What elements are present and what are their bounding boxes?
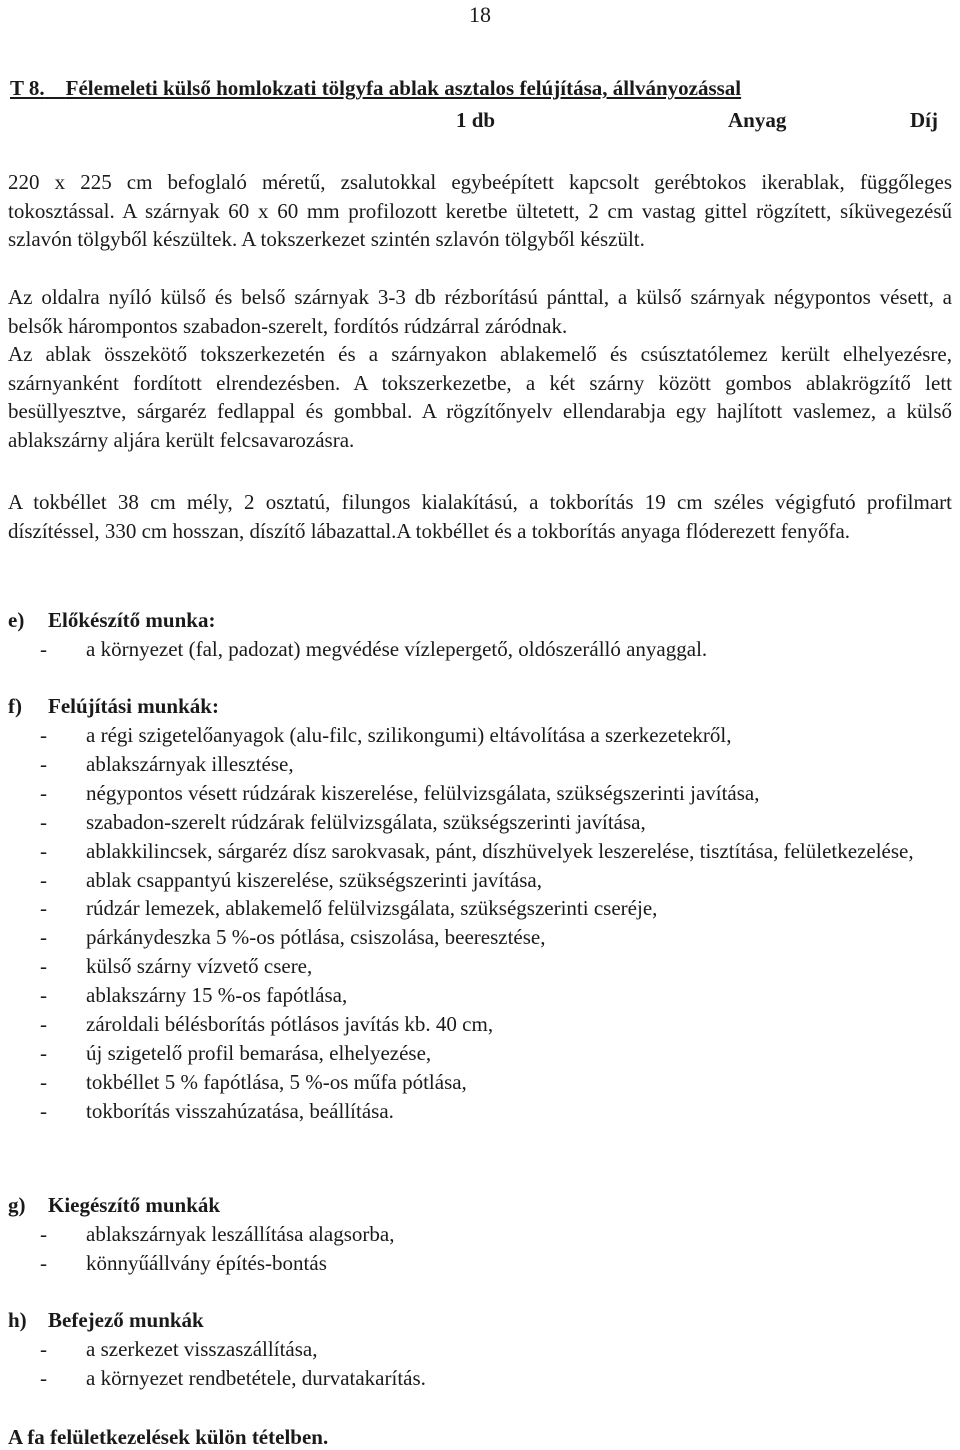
bullet-dash: -: [40, 1250, 47, 1275]
item-title-text: [10, 76, 741, 100]
closing-note: A fa felületkezelések külön tételben.: [8, 1425, 329, 1449]
section-list-e: [40, 635, 954, 664]
section-list-h: [40, 1335, 954, 1393]
item-meta-row: [0, 108, 960, 138]
section-heading-e: [8, 608, 215, 633]
bullet-dash: -: [40, 896, 47, 921]
bullet-dash: -: [40, 838, 47, 863]
list-item: - könnyűállvány építés-bontás: [40, 1249, 954, 1278]
list-item: - új szigetelő profil bemarása, elhelyezése,: [40, 1039, 954, 1068]
section-letter: e): [8, 608, 25, 632]
list-item: - ablakszárnyak illesztése,: [40, 750, 954, 779]
section-list-g: [40, 1220, 954, 1278]
list-item: - rúdzár lemezek, ablakemelő felülvizsgálata, szükségszerinti cseréje,: [40, 894, 954, 923]
section-title: Kiegészítő munkák: [48, 1193, 221, 1217]
section-letter: g): [8, 1193, 26, 1217]
list-item: - a régi szigetelőanyagok (alu-filc, szilikongumi) eltávolítása a szerkezetekről,: [40, 721, 954, 750]
list-item: - párkánydeszka 5 %-os pótlása, csiszolása, beeresztése,: [40, 923, 954, 952]
section-letter: f): [8, 694, 22, 718]
list-item: - szabadon-szerelt rúdzárak felülvizsgálata, szükségszerinti javítása,: [40, 808, 954, 837]
description-paragraph-1: 220 x 225 cm befoglaló méretű, zsalutokkal egybeépített kapcsolt gerébtokos ikerablak, függőleges tokosztással. A szárnyak 60 x 60 mm profilozott keretbe ültetett, 2 cm vastag gittel rögzített, síküvegezésű szlavón tölgyből készültek. A tokszerkezet szintén szlavón tölgyből készült.: [8, 170, 952, 252]
list-item: - ablakszárnyak leszállítása alagsorba,: [40, 1220, 954, 1249]
description-paragraph-3: Az ablak összekötő tokszerkezetén és a szárnyakon ablakemelő és csúsztatólemez került elhelyezésre, szárnyanként fordított elrendezésben. A tokszerkezetbe, a két szárny között gombos ablakrögzítő lett besüllyesztve, sárgaréz fedlappal és gombbal. A rögzítőnyelv ellendarabja egy hajlított vaslemez, a külső ablakszárny aljára került felcsavarozásra.: [8, 342, 952, 453]
bullet-dash: -: [40, 1098, 47, 1123]
bullet-dash: -: [40, 1337, 47, 1361]
list-item: - tokborítás visszahúzatása, beállítása.: [40, 1097, 954, 1126]
bullet-dash: -: [40, 809, 47, 834]
item-title: [10, 76, 890, 101]
description-paragraph-4: A tokbéllet 38 cm mély, 2 osztatú, filungos kialakítású, a tokborítás 19 cm széles végigfutó profilmart díszítéssel, 330 cm hosszan, díszítő lábazattal.A tokbéllet és a tokborítás anyaga flóderezett fenyőfa.: [8, 490, 952, 543]
fee-label: Díj: [910, 108, 938, 132]
bullet-dash: -: [40, 1040, 47, 1065]
section-letter: h): [8, 1308, 27, 1332]
list-item: - ablak csappantyú kiszerelése, szükségszerinti javítása,: [40, 866, 954, 895]
list-item: - ablakszárny 15 %-os fapótlása,: [40, 981, 954, 1010]
list-item: - a szerkezet visszaszállítása,: [40, 1335, 954, 1364]
bullet-dash: -: [40, 867, 47, 892]
bullet-dash: -: [40, 723, 47, 747]
bullet-dash: -: [40, 1365, 47, 1390]
quantity-label: 1 db: [456, 108, 496, 132]
list-item: - külső szárny vízvető csere,: [40, 952, 954, 981]
bullet-dash: -: [40, 751, 47, 776]
section-title: Előkészítő munka:: [48, 608, 216, 632]
material-label: Anyag: [728, 108, 787, 132]
bullet-dash: -: [40, 954, 47, 979]
bullet-dash: -: [40, 780, 47, 805]
bullet-dash: -: [40, 637, 47, 661]
bullet-dash: -: [40, 925, 47, 950]
list-item: - a környezet (fal, padozat) megvédése vízlepergető, oldószerálló anyaggal.: [40, 635, 954, 664]
section-heading-h: [8, 1308, 204, 1333]
section-title: Felújítási munkák:: [48, 694, 219, 718]
list-item: - négypontos vésett rúdzárak kiszerelése, felülvizsgálata, szükségszerinti javítása,: [40, 779, 954, 808]
section-list-f: [40, 721, 954, 1126]
bullet-dash: -: [40, 983, 47, 1008]
section-heading-f: [8, 694, 219, 719]
item-title-label: Félemeleti külső homlokzati tölgyfa ablak asztalos felújítása, állványozással: [65, 76, 742, 100]
item-code: T 8.: [10, 76, 45, 100]
list-item: - a környezet rendbetétele, durvatakarítás.: [40, 1364, 954, 1393]
bullet-dash: -: [40, 1222, 47, 1246]
section-heading-g: [8, 1193, 220, 1218]
bullet-dash: -: [40, 1012, 47, 1037]
page-number: 18: [469, 2, 491, 27]
bullet-dash: -: [40, 1069, 47, 1094]
description-paragraph-2: Az oldalra nyíló külső és belső szárnyak 3-3 db rézborítású pánttal, a külső szárnyak négypontos vésett, a belsők hárompontos szabadon-szerelt, fordítós rúdzárral záródnak.: [8, 285, 952, 338]
list-item: - ablakkilincsek, sárgaréz dísz sarokvasak, pánt, díszhüvelyek leszerelése, tisztítása, felületkezelése,: [40, 837, 954, 866]
list-item: - zároldali bélésborítás pótlásos javítás kb. 40 cm,: [40, 1010, 954, 1039]
list-item: - tokbéllet 5 % fapótlása, 5 %-os műfa pótlása,: [40, 1068, 954, 1097]
section-title: Befejező munkák: [48, 1308, 204, 1332]
